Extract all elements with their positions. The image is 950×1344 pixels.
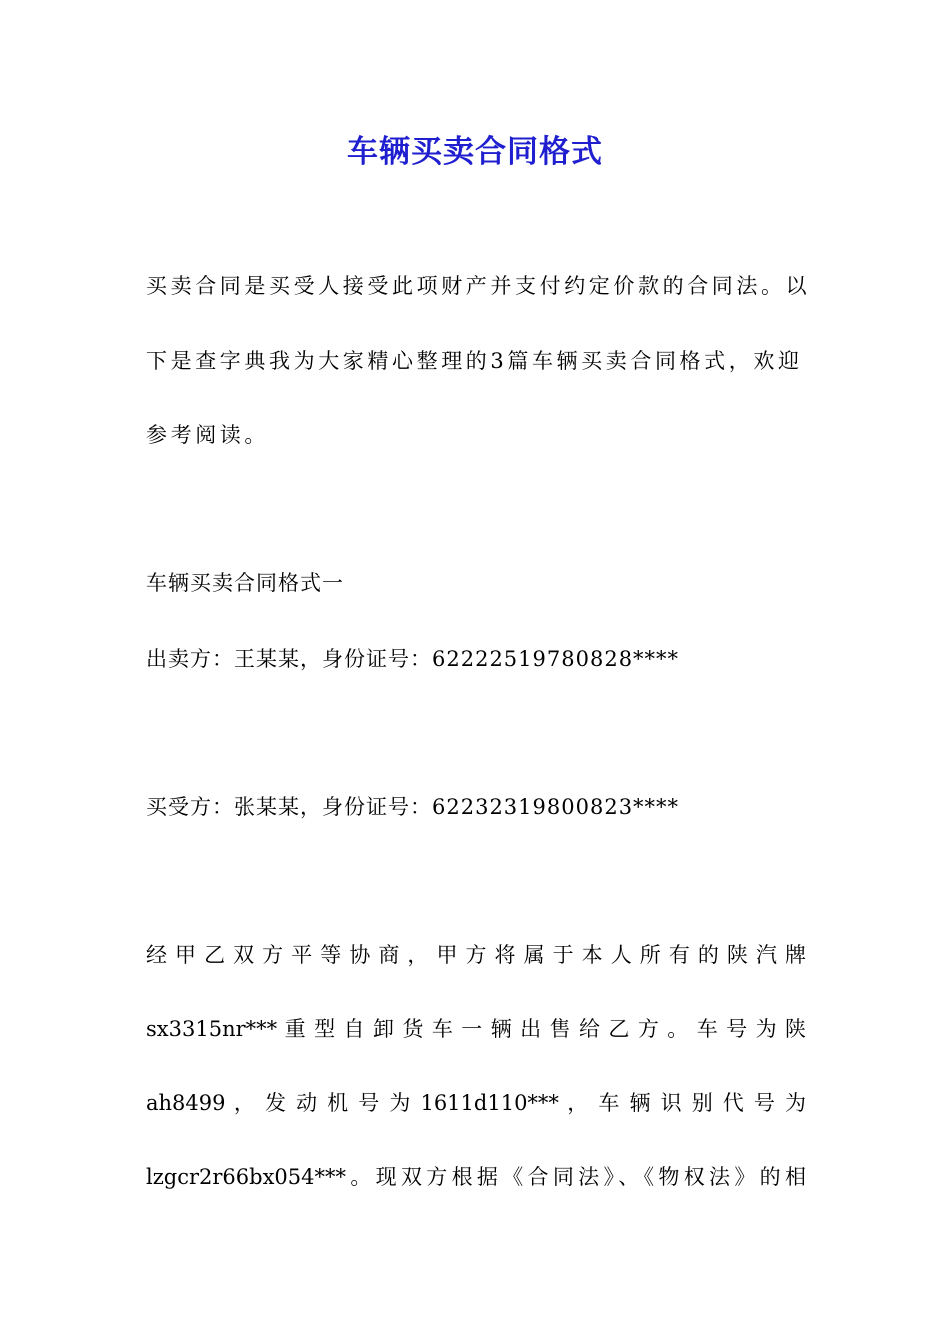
buyer-line: 买受方：张某某，身份证号：62232319800823**** [146,795,680,819]
body-line-4: lzgcr2r66bx054***。现双方根据《合同法》、《物权法》的相 [146,1165,806,1189]
intro-line-3: 参考阅读。 [146,423,269,447]
seller-line: 出卖方：王某某，身份证号：62222519780828**** [146,647,680,671]
body-line-2: sx3315nr*** 重 型 自 卸 货 车 一 辆 出 售 给 乙 方 。 车 号 为 陕 [146,1017,806,1041]
section-heading: 车辆买卖合同格式一 [146,571,344,595]
intro-line-2: 下是查字典我为大家精心整理的3篇车辆买卖合同格式，欢迎 [146,349,803,373]
body-line-3: ah8499 ， 发 动 机 号 为 1611d110*** ， 车 辆 识 别 代 号 为 [146,1091,806,1115]
intro-line-1: 买卖合同是买受人接受此项财产并支付约定价款的合同法。以 [146,274,811,298]
body-line-1: 经 甲 乙 双 方 平 等 协 商 ， 甲 方 将 属 于 本 人 所 有 的 陕 汽 牌 [146,943,806,967]
document-title: 车辆买卖合同格式 [347,134,603,170]
